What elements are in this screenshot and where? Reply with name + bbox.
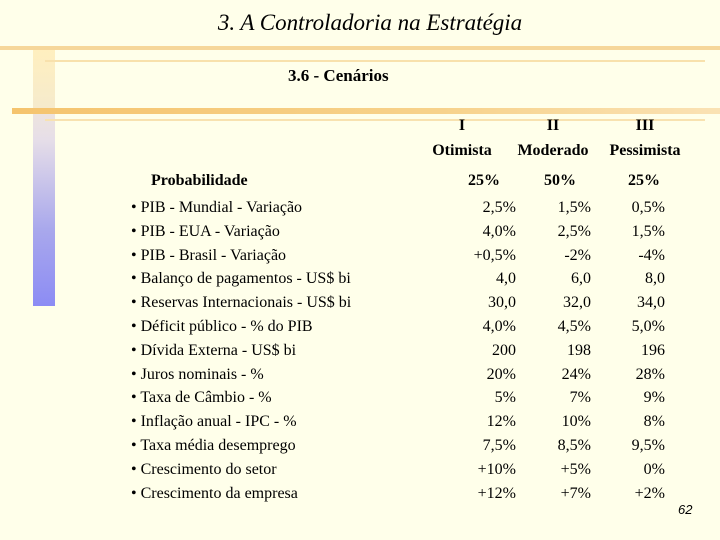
table-cell-scenario-1: +0,5% xyxy=(473,246,516,264)
table-cell-scenario-1: 5% xyxy=(494,389,516,407)
table-cell-scenario-2: 24% xyxy=(561,365,591,383)
table-cell-scenario-3: 8,0 xyxy=(645,270,665,288)
column-numeral-2: II xyxy=(546,117,560,134)
table-row-label: • Taxa de Câmbio - % xyxy=(131,389,272,407)
table-row-label: • Juros nominais - % xyxy=(131,365,264,383)
slide-title: 3. A Controladoria na Estratégia xyxy=(217,10,523,35)
table-cell-scenario-1: 4,0% xyxy=(482,318,516,335)
probability-value-2: 50% xyxy=(544,172,576,189)
table-cell-scenario-1: 4,0% xyxy=(482,222,516,240)
table-row-label: • Crescimento da empresa xyxy=(131,484,298,502)
table-cell-scenario-3: +2% xyxy=(634,484,665,502)
column-name-2: Moderado xyxy=(517,142,589,159)
table-cell-scenario-1: 20% xyxy=(486,365,516,383)
table-cell-scenario-3: 9,5% xyxy=(631,437,665,454)
probability-value-3: 25% xyxy=(628,172,660,189)
table-cell-scenario-2: -2% xyxy=(564,246,591,264)
table-cell-scenario-2: 2,5% xyxy=(557,222,591,240)
table-cell-scenario-2: 198 xyxy=(567,341,591,359)
probability-label: Probabilidade xyxy=(151,172,248,189)
table-cell-scenario-3: 9% xyxy=(643,389,665,407)
table-cell-scenario-3: -4% xyxy=(638,246,665,264)
decorative-top-rule xyxy=(0,46,720,50)
table-cell-scenario-2: +7% xyxy=(560,484,591,502)
table-row-label: • PIB - Brasil - Variação xyxy=(131,246,287,264)
table-cell-scenario-1: 7,5% xyxy=(482,437,516,454)
table-cell-scenario-3: 0,5% xyxy=(631,199,665,216)
table-cell-scenario-1: 2,5% xyxy=(482,199,516,216)
table-row-label: • Dívida Externa - US$ bi xyxy=(131,341,297,359)
table-cell-scenario-1: 200 xyxy=(492,341,516,359)
table-cell-scenario-2: 8,5% xyxy=(557,437,591,454)
table-cell-scenario-3: 196 xyxy=(641,341,665,359)
column-name-3: Pessimista xyxy=(609,142,681,159)
column-numeral-3: III xyxy=(635,117,655,134)
column-numeral-1: I xyxy=(458,117,466,134)
table-row-label: • Déficit público - % do PIB xyxy=(131,318,313,335)
table-cell-scenario-2: 6,0 xyxy=(571,270,591,288)
table-cell-scenario-2: 1,5% xyxy=(557,199,591,216)
decorative-top-rule-thin xyxy=(45,60,705,62)
table-cell-scenario-3: 1,5% xyxy=(631,222,665,240)
table-cell-scenario-3: 0% xyxy=(643,460,665,478)
table-row-label: • Inflação anual - IPC - % xyxy=(131,413,297,431)
table-cell-scenario-2: 32,0 xyxy=(563,294,591,312)
table-row-label: • PIB - Mundial - Variação xyxy=(131,199,303,216)
table-cell-scenario-3: 8% xyxy=(643,413,665,431)
table-row-label: • Reservas Internacionais - US$ bi xyxy=(131,294,352,312)
page-number: 62 xyxy=(678,502,693,517)
decorative-middle-rule xyxy=(12,108,720,114)
table-cell-scenario-2: 4,5% xyxy=(557,318,591,335)
column-name-1: Otimista xyxy=(432,142,492,159)
table-cell-scenario-3: 28% xyxy=(635,365,665,383)
table-cell-scenario-3: 5,0% xyxy=(631,318,665,335)
table-row-label: • Taxa média desemprego xyxy=(131,437,296,454)
table-cell-scenario-1: +12% xyxy=(477,484,516,502)
table-cell-scenario-1: 30,0 xyxy=(488,294,516,312)
table-cell-scenario-1: 12% xyxy=(486,413,516,431)
probability-value-1: 25% xyxy=(468,172,500,189)
table-cell-scenario-3: 34,0 xyxy=(637,294,665,312)
table-cell-scenario-1: +10% xyxy=(477,460,516,478)
table-cell-scenario-2: 7% xyxy=(569,389,591,407)
table-cell-scenario-1: 4,0 xyxy=(496,270,516,288)
table-row-label: • PIB - EUA - Variação xyxy=(131,222,280,240)
table-row-label: • Crescimento do setor xyxy=(131,460,277,478)
table-cell-scenario-2: +5% xyxy=(560,460,591,478)
table-cell-scenario-2: 10% xyxy=(561,413,591,431)
table-row-label: • Balanço de pagamentos - US$ bi xyxy=(131,270,351,288)
decorative-vertical-bar-top xyxy=(33,50,55,110)
slide-subtitle: 3.6 - Cenários xyxy=(288,66,389,85)
